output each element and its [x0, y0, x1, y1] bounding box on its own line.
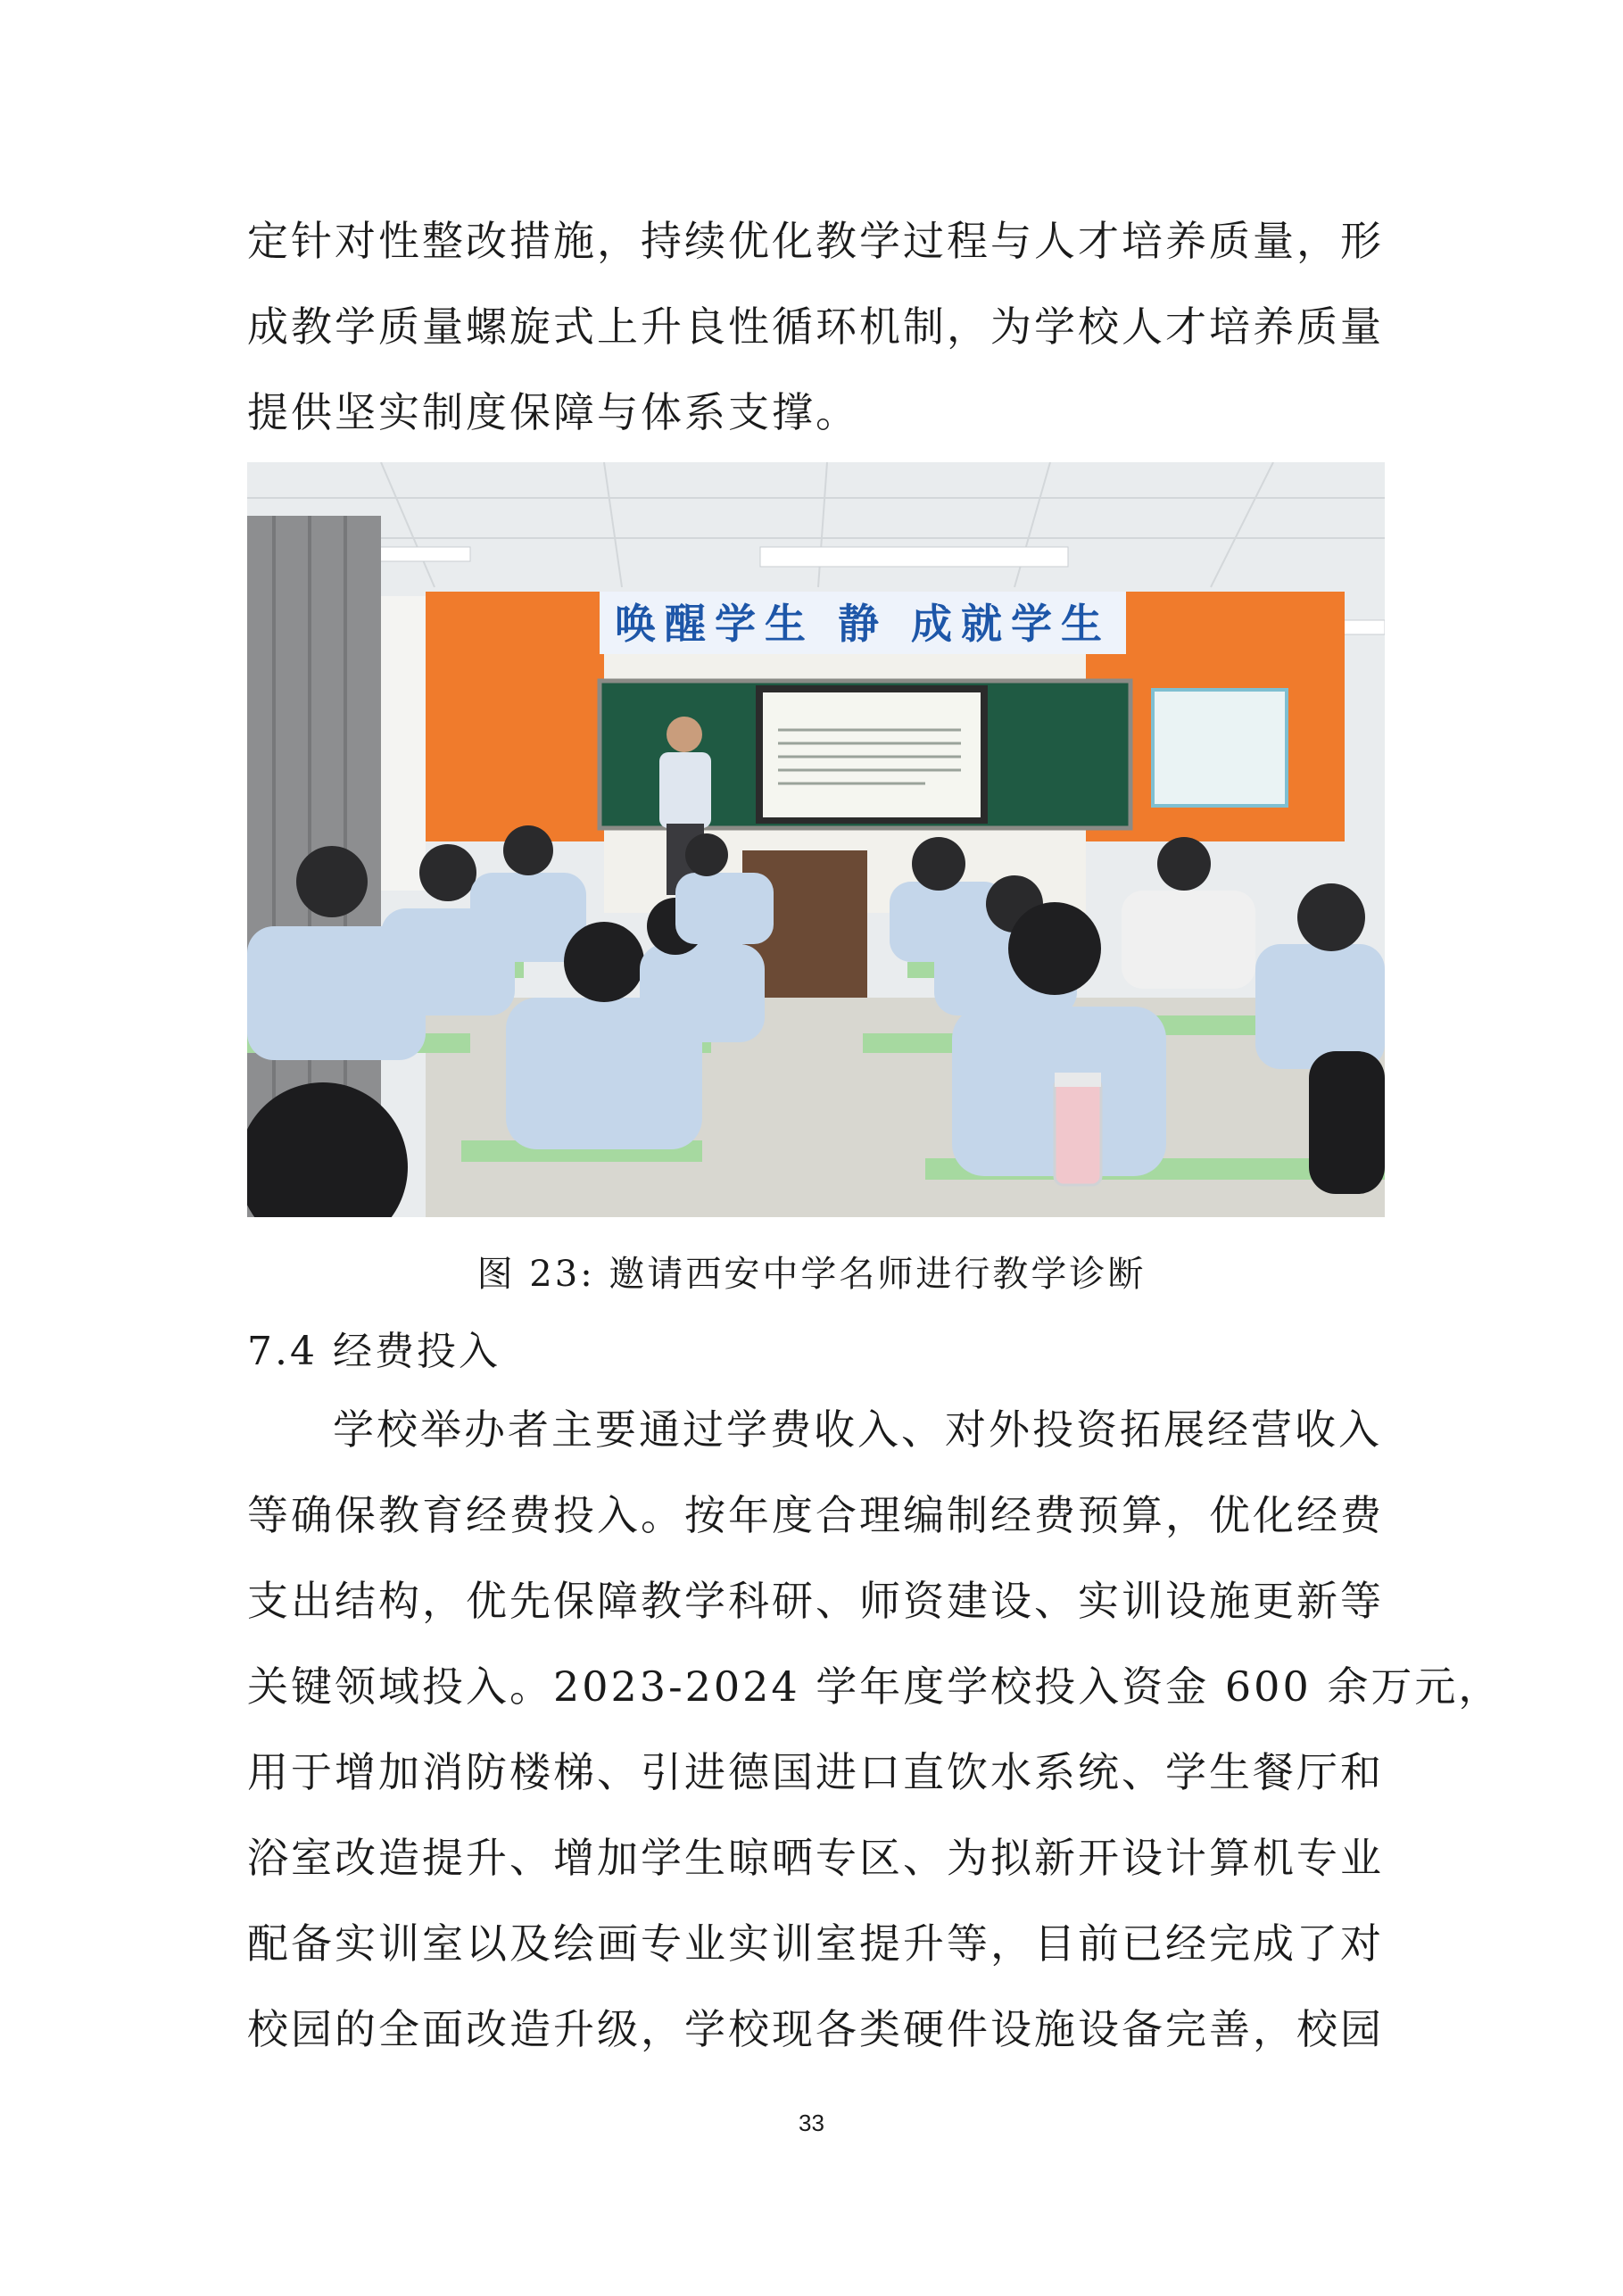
text-line: 关键领域投入。2023-2024 学年度学校投入资金 600 余万元，: [247, 1662, 1503, 1711]
page-number: 33: [799, 2110, 824, 2136]
text-line: 浴室改造提升、增加学生晾晒专区、为拟新开设计算机专业: [247, 1834, 1384, 1882]
section-heading: 7.4 经费投入: [247, 1329, 501, 1374]
text-line: 用于增加消防楼梯、引进德国进口直饮水系统、学生餐厅和: [247, 1748, 1384, 1796]
text-line: 提供坚实制度保障与体系支撑。: [247, 388, 859, 436]
text-line: 成教学质量螺旋式上升良性循环机制，为学校人才培养质量: [247, 303, 1384, 351]
body-paragraph: [247, 1387, 1503, 2072]
text-line: 学校举办者主要通过学费收入、对外投资拓展经营收入: [333, 1405, 1382, 1454]
text-line: 配备实训室以及绘画专业实训室提升等，目前已经完成了对: [247, 1919, 1384, 1968]
banner-text: 唤醒学生 静 成就学生: [614, 600, 1112, 648]
text-line: 定针对性整改措施，持续优化教学过程与人才培养质量，形: [247, 217, 1384, 265]
figure-caption: 图 23: 邀请西安中学名师进行教学诊断: [476, 1254, 1147, 1295]
text-line: 等确保教育经费投入。按年度合理编制经费预算，优化经费: [247, 1491, 1384, 1539]
text-line: 校园的全面改造升级，学校现各类硬件设施设备完善，校园: [247, 2005, 1384, 2053]
text-line: 支出结构，优先保障教学科研、师资建设、实训设施更新等: [247, 1577, 1384, 1625]
top-paragraph: [247, 198, 1384, 455]
classroom-photo: [247, 462, 1385, 1217]
